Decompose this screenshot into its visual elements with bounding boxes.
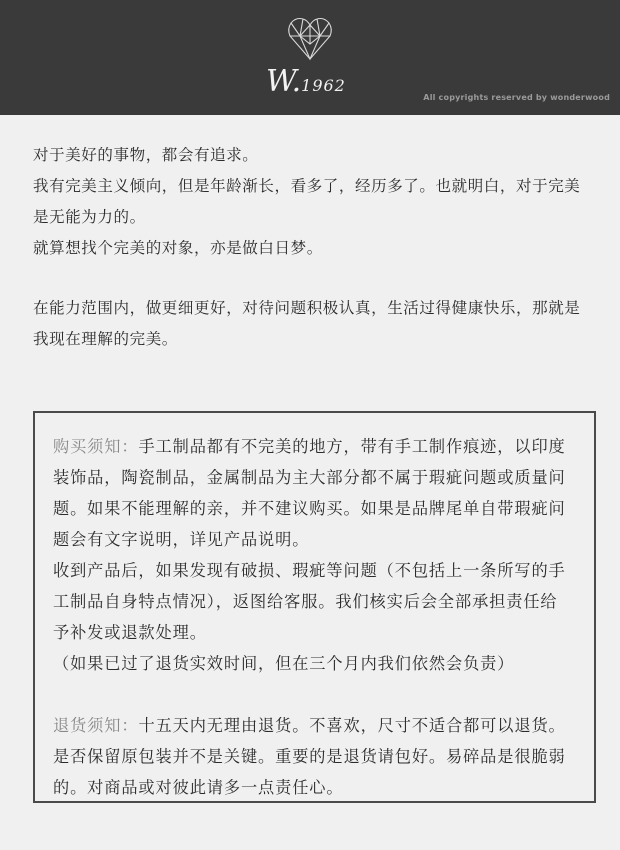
return-notice-line: 的。对商品或对彼此请多一点责任心。 — [53, 778, 344, 797]
brand-logo — [266, 64, 366, 98]
intro-line: 我有完美主义倾向，但是年龄渐长，看多了，经历多了。也就明白，对于完美 — [33, 177, 581, 195]
intro-line: 对于美好的事物，都会有追求。 — [33, 146, 259, 164]
return-notice-first-line: 十五天内无理由退货。不喜欢，尺寸不适合都可以退货。 — [138, 716, 566, 735]
intro-line: 我现在理解的完美。 — [33, 330, 178, 348]
header-banner — [0, 0, 620, 115]
heart-gem-icon — [286, 14, 334, 62]
purchase-notice-label: 购买须知： — [53, 437, 139, 456]
notice-box — [33, 411, 596, 803]
intro-line: 在能力范围内，做更细更好，对待问题积极认真，生活过得健康快乐，那就是 — [33, 299, 581, 317]
purchase-notice-line: （如果已过了退货实效时间，但在三个月内我们依然会负责） — [53, 654, 515, 673]
purchase-notice-line: 予补发或退款处理。 — [53, 623, 207, 642]
return-notice-line — [53, 710, 594, 741]
intro-line: 就算想找个完美的对象，亦是做白日梦。 — [33, 239, 323, 257]
intro-text — [33, 140, 603, 355]
return-notice-label: 退货须知： — [53, 716, 139, 735]
logo-year-text: 1962 — [301, 76, 346, 95]
purchase-notice-line: 题。如果不能理解的亲，并不建议购买。如果是品牌尾单自带瑕疵问 — [53, 499, 566, 518]
return-notice-line: 是否保留原包装并不是关键。重要的是退货请包好。易碎品是很脆弱 — [53, 747, 566, 766]
purchase-notice-line: 工制品自身特点情况），返图给客服。我们核实后会全部承担责任给 — [53, 592, 558, 611]
copyright-text: All copyrights reserved by wonderwood — [423, 93, 610, 102]
purchase-notice-line: 装饰品，陶瓷制品，金属制品为主大部分都不属于瑕疵问题或质量问 — [53, 468, 566, 487]
intro-line: 是无能为力的。 — [33, 208, 146, 226]
purchase-notice-first-line: 手工制品都有不完美的地方，带有手工制作痕迹，以印度 — [138, 437, 566, 456]
logo-main-text: W. — [266, 64, 302, 99]
purchase-notice-line: 收到产品后，如果发现有破损、瑕疵等问题（不包括上一条所写的手 — [53, 561, 566, 580]
purchase-notice-line: 题会有文字说明，详见产品说明。 — [53, 530, 310, 549]
paragraph-gap — [33, 264, 603, 293]
paragraph-gap — [53, 679, 594, 710]
purchase-notice-line — [53, 431, 594, 462]
